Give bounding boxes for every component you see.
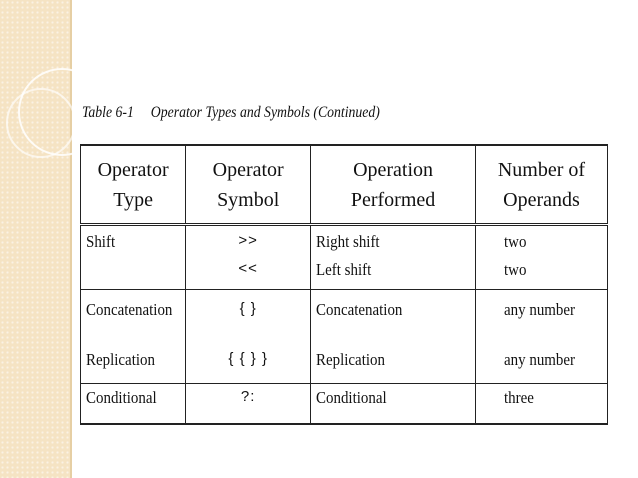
cell-operands: any number [475, 290, 607, 350]
cell-operation: Replication [311, 349, 476, 384]
table-number: Table 6-1 [82, 104, 134, 121]
cell-symbol: ?: [186, 384, 311, 425]
cell-type [81, 259, 186, 290]
table-title: Operator Types and Symbols (Continued) [150, 104, 380, 121]
cell-type: Replication [81, 349, 186, 384]
table-row [81, 349, 608, 384]
header-row [81, 145, 608, 225]
header-number-of-operands: Number of Operands [475, 145, 607, 225]
cell-operands: three [475, 384, 607, 425]
header-operation-performed: Operation Performed [311, 145, 476, 225]
cell-type: Shift [81, 225, 186, 260]
cell-operation: Concatenation [311, 290, 476, 350]
table-row [81, 259, 608, 290]
cell-operation: Left shift [311, 259, 476, 290]
operator-table [80, 144, 608, 425]
cell-symbol: { { } } [186, 349, 311, 384]
cell-operands: any number [475, 349, 607, 384]
cell-type: Concatenation [81, 290, 186, 350]
cell-operands: two [475, 259, 607, 290]
cell-operation: Conditional [311, 384, 476, 425]
header-operator-type: Operator Type [81, 145, 186, 225]
decorative-ring-inner [6, 88, 76, 158]
table-caption [82, 104, 380, 122]
cell-symbol: >> [186, 225, 311, 260]
cell-operands: two [475, 225, 607, 260]
cell-operation: Right shift [311, 225, 476, 260]
cell-type: Conditional [81, 384, 186, 425]
table-row [81, 225, 608, 260]
table-row [81, 290, 608, 350]
header-operator-symbol: Operator Symbol [186, 145, 311, 225]
cell-symbol: { } [186, 290, 311, 350]
cell-symbol: << [186, 259, 311, 290]
table-row [81, 384, 608, 425]
